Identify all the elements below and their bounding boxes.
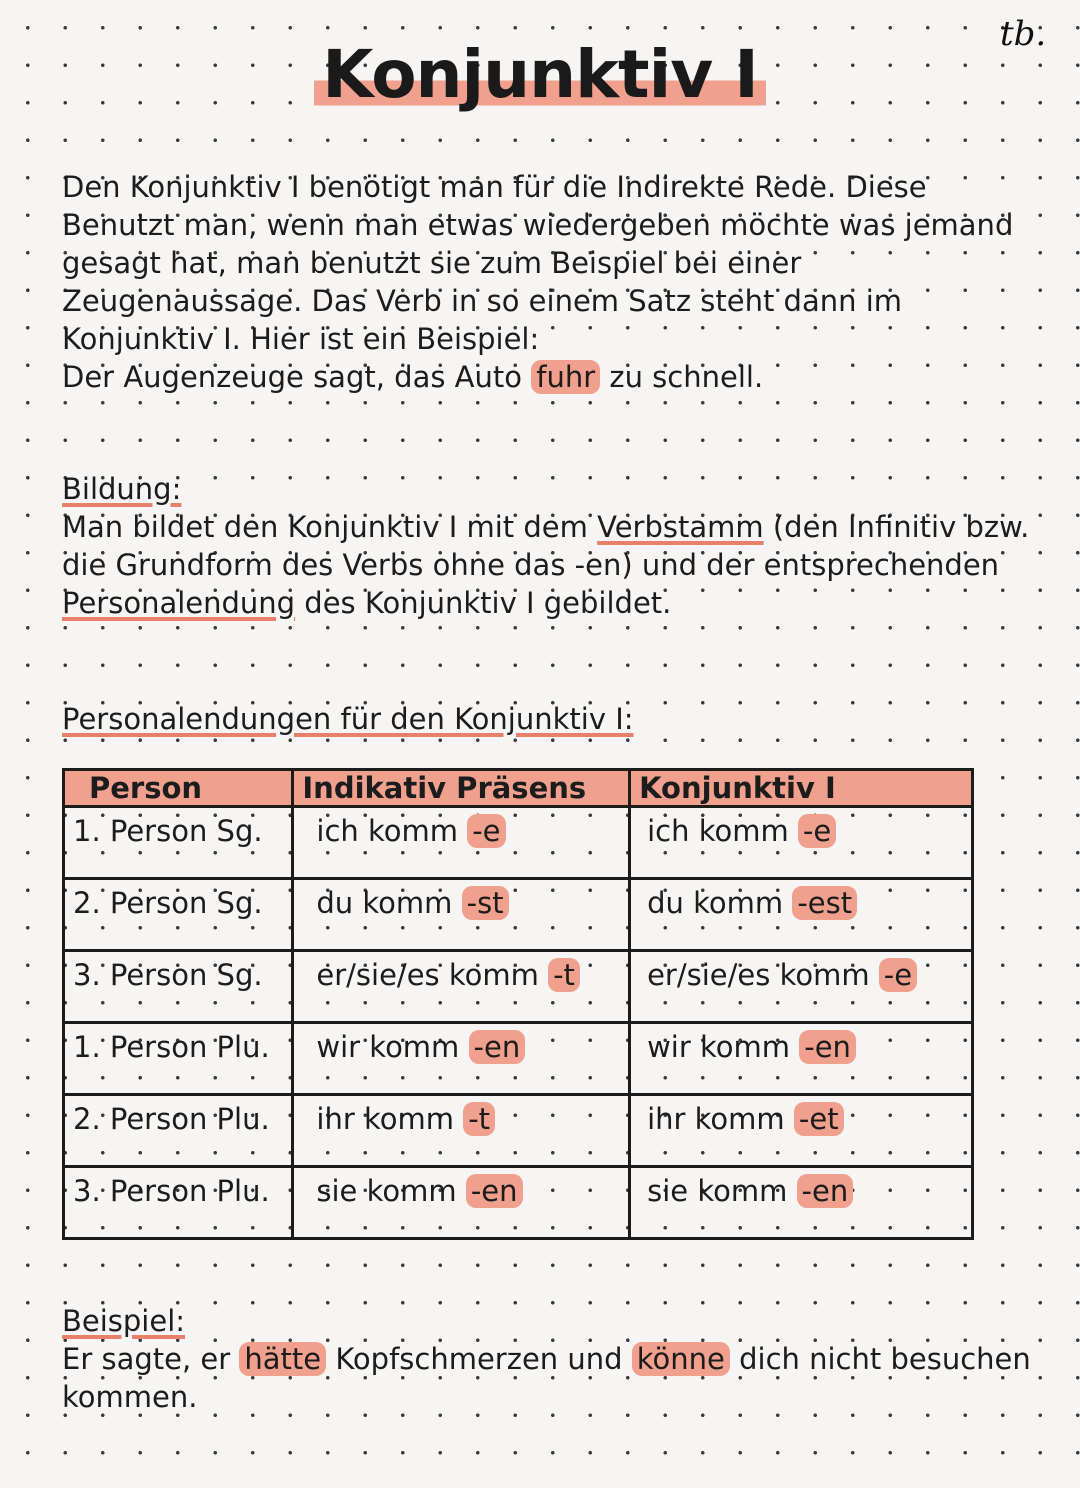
- ending-highlight: -et: [794, 1102, 844, 1136]
- header-person: Person: [64, 770, 293, 807]
- highlighted-haette: hätte: [239, 1342, 326, 1376]
- header-indikativ: Indikativ Präsens: [293, 770, 630, 807]
- title-container: [0, 36, 1080, 113]
- table-row: [64, 951, 973, 1023]
- konjunktiv-cell: [630, 1167, 973, 1239]
- beispiel-label: Beispiel:: [62, 1304, 186, 1338]
- conjugation-table: [62, 768, 974, 1240]
- bildung-text-2: (den Infinitiv bzw. die Grundform des Verbs ohne das -en) und der entsprechenden: [62, 510, 1030, 582]
- ending-highlight: -st: [462, 886, 509, 920]
- ending-highlight: -e: [798, 814, 836, 848]
- verb-stem: ich komm: [647, 814, 798, 848]
- indikativ-cell: [293, 1023, 630, 1095]
- verb-stem: ihr komm: [316, 1102, 464, 1136]
- ending-highlight: -en: [797, 1174, 854, 1208]
- verb-stem: ich komm: [316, 814, 468, 848]
- intro-paragraph: [62, 168, 1042, 396]
- bildung-label: Bildung:: [62, 472, 182, 506]
- bildung-paragraph: [62, 508, 1042, 622]
- beispiel-paragraph: [62, 1340, 1042, 1416]
- verb-stem: du komm: [647, 886, 793, 920]
- beispiel-text-2: Kopfschmerzen und: [326, 1342, 632, 1376]
- konjunktiv-cell: [630, 1023, 973, 1095]
- indikativ-cell: [293, 1167, 630, 1239]
- bildung-label-row: [62, 470, 1042, 508]
- header-konjunktiv: Konjunktiv I: [630, 770, 973, 807]
- endings-heading: Personalendungen für den Konjunktiv I:: [62, 702, 634, 736]
- ending-highlight: -en: [799, 1030, 856, 1064]
- highlighted-koenne: könne: [632, 1342, 730, 1376]
- beispiel-label-row: [62, 1302, 1042, 1340]
- underlined-verbstamm: Verbstamm: [597, 510, 764, 544]
- konjunktiv-cell: [630, 1095, 973, 1167]
- beispiel-text-3: dich nicht besuchen kommen.: [62, 1342, 1031, 1414]
- signature: tb.: [1000, 14, 1047, 54]
- verb-stem: wir komm: [647, 1030, 800, 1064]
- ending-highlight: -est: [792, 886, 857, 920]
- verb-stem: du komm: [316, 886, 462, 920]
- person-cell: 2. Person Plu.: [64, 1095, 293, 1167]
- indikativ-cell: [293, 879, 630, 951]
- verb-stem: sie komm: [647, 1174, 797, 1208]
- table-row: [64, 1095, 973, 1167]
- table-row: [64, 879, 973, 951]
- ending-highlight: -en: [469, 1030, 526, 1064]
- endings-heading-row: [62, 700, 1042, 738]
- table-row: [64, 1167, 973, 1239]
- verb-stem: ihr komm: [647, 1102, 794, 1136]
- verb-stem: er/sie/es komm: [316, 958, 549, 992]
- ending-highlight: -e: [467, 814, 505, 848]
- table-row: [64, 1023, 973, 1095]
- ending-highlight: -en: [466, 1174, 523, 1208]
- konjunktiv-cell: [630, 807, 973, 879]
- verb-stem: sie komm: [316, 1174, 466, 1208]
- beispiel-text-1: Er sagte, er: [62, 1342, 240, 1376]
- intro-text: Den Konjunktiv I benötigt man für die Indirekte Rede. Diese Benutzt man, wenn man etwas wiedergeben möchte was jemand gesagt hat, man benutzt sie zum Beispiel bei einer Zeugenaussage. Das Verb in so einem Satz steht dann im Konjunktiv I. Hier ist ein Beispiel:: [62, 170, 1014, 356]
- indikativ-cell: [293, 951, 630, 1023]
- konjunktiv-cell: [630, 951, 973, 1023]
- verb-stem: er/sie/es komm: [647, 958, 879, 992]
- page-title: Konjunktiv I: [314, 36, 766, 113]
- person-cell: 3. Person Plu.: [64, 1167, 293, 1239]
- bildung-text-1: Man bildet den Konjunktiv I mit dem: [62, 510, 598, 544]
- table-header-row: [64, 770, 973, 807]
- example-sentence-start: Der Augenzeuge sagt, das Auto: [62, 360, 532, 394]
- underlined-personalendung: Personalendung: [62, 586, 296, 620]
- bildung-text-3: des Konjunktiv I gebildet.: [295, 586, 672, 620]
- ending-highlight: -t: [463, 1102, 495, 1136]
- person-cell: 1. Person Sg.: [64, 807, 293, 879]
- indikativ-cell: [293, 807, 630, 879]
- konjunktiv-cell: [630, 879, 973, 951]
- ending-highlight: -t: [548, 958, 580, 992]
- example-sentence-end: zu schnell.: [600, 360, 764, 394]
- highlighted-verb: fuhr: [531, 360, 600, 394]
- verb-stem: wir komm: [316, 1030, 469, 1064]
- indikativ-cell: [293, 1095, 630, 1167]
- person-cell: 2. Person Sg.: [64, 879, 293, 951]
- table-row: [64, 807, 973, 879]
- person-cell: 1. Person Plu.: [64, 1023, 293, 1095]
- ending-highlight: -e: [879, 958, 917, 992]
- person-cell: 3. Person Sg.: [64, 951, 293, 1023]
